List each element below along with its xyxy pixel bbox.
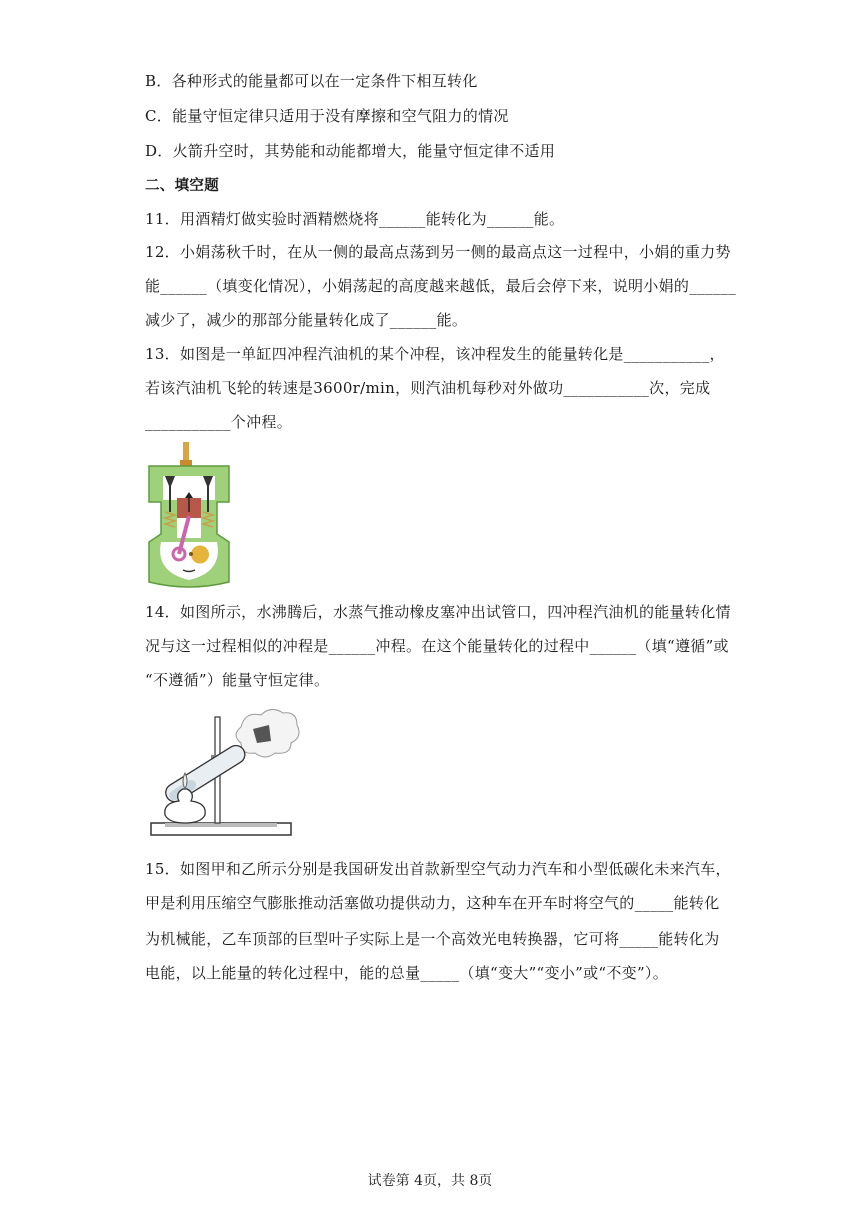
question-14-line-2: 况与这一过程相似的冲程是______冲程。在这个能量转化的过程中______（填“遵循”或	[145, 637, 729, 655]
question-13-line-3: ___________个冲程。	[145, 413, 293, 431]
question-13-line-1: 13．如图是一单缸四冲程汽油机的某个冲程，该冲程发生的能量转化是___________，	[145, 345, 725, 363]
question-15-line-3: 为机械能，乙车顶部的巨型叶子实际上是一个高效光电转换器，它可将_____能转化为	[145, 930, 720, 948]
section-title: 二、填空题	[145, 178, 219, 194]
page-footer: 试卷第 4页，共 8页	[367, 1173, 493, 1189]
test-tube-experiment-figure	[145, 705, 303, 843]
engine-cylinder-figure	[143, 442, 235, 588]
question-12-line-1: 12．小娟荡秋千时，在从一侧的最高点荡到另一侧的最高点这一过程中，小娟的重力势	[145, 243, 731, 261]
option-b: B．各种形式的能量都可以在一定条件下相互转化	[145, 72, 478, 90]
option-c: C．能量守恒定律只适用于没有摩擦和空气阻力的情况	[145, 107, 509, 125]
question-15-line-4: 电能，以上能量的转化过程中，能的总量_____（填“变大”“变小”或“不变”）。	[145, 964, 669, 982]
option-d: D．火箭升空时，其势能和动能都增大，能量守恒定律不适用	[145, 142, 556, 160]
question-15-line-2: 甲是利用压缩空气膨胀推动活塞做功提供动力，这种车在开车时将空气的_____能转化	[145, 894, 720, 912]
question-11: 11．用酒精灯做实验时酒精燃烧将______能转化为______能。	[145, 210, 565, 228]
question-15-line-1: 15．如图甲和乙所示分别是我国研发出首款新型空气动力汽车和小型低碳化未来汽车，	[145, 860, 731, 878]
question-13-line-2: 若该汽油机飞轮的转速是3600r/min，则汽油机每秒对外做功___________次，完成	[145, 379, 711, 397]
question-14-line-3: “不遵循”）能量守恒定律。	[145, 671, 330, 689]
question-12-line-2: 能______（填变化情况），小娟荡起的高度越来越低，最后会停下来，说明小娟的______	[145, 277, 737, 295]
question-12-line-3: 减少了，减少的那部分能量转化成了______能。	[145, 311, 468, 329]
question-14-line-1: 14．如图所示，水沸腾后，水蒸气推动橡皮塞冲出试管口，四冲程汽油机的能量转化情	[145, 603, 731, 621]
